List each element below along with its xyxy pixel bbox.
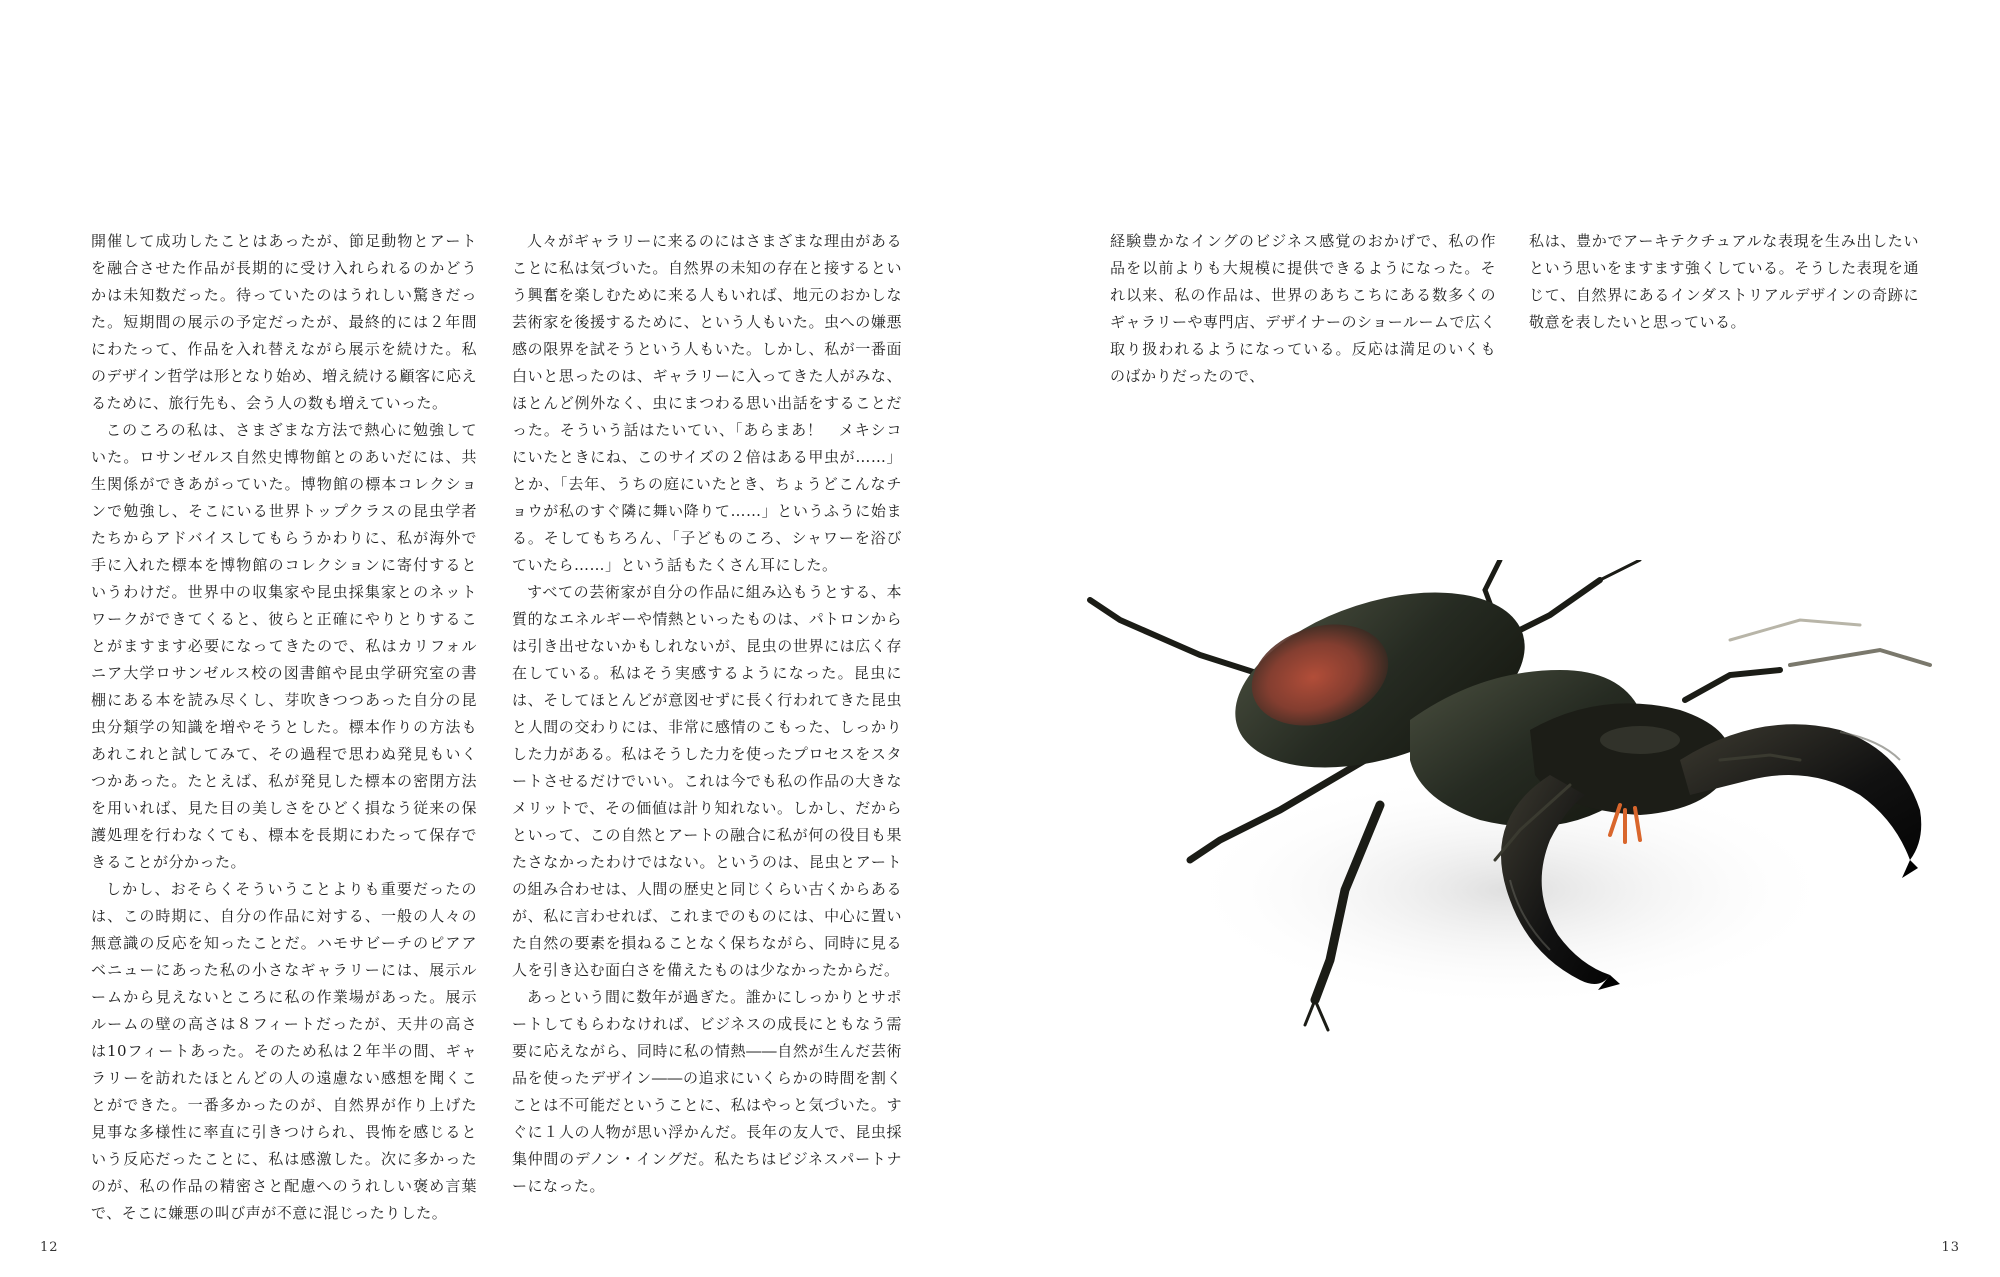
left-page-column-1 <box>91 228 477 1227</box>
page-number: 13 <box>1941 1240 1960 1255</box>
stag-beetle-photo <box>1080 560 1940 1120</box>
paragraph: 開催して成功したことはあったが、節足動物とアートを融合させた作品が長期的に受け入れられるのかどうかは未知数だった。待っていたのはうれしい驚きだった。短期間の展示の予定だったが、最終的には２年間にわたって、作品を入れ替えながら展示を続けた。私のデザイン哲学は形となり始め、増え続ける顧客に応えるために、旅行先も、会う人の数も増えていった。 <box>91 232 477 412</box>
paragraph: すべての芸術家が自分の作品に組み込もうとする、本質的なエネルギーや情熱といったものは、パトロンからは引き出せないかもしれないが、昆虫の世界には広く存在している。私はそう実感するようになった。昆虫には、そしてほとんどが意図せずに長く行われてきた昆虫と人間の交わりには、非常に感情のこもった、しっかりした力がある。私はそうした力を使ったプロセスをスタートさせるだけでいい。これは今でも私の作品の大きなメリットで、その価値は計り知れない。しかし、だからといって、この自然とアートの融合に私が何の役目も果たさなかったわけではない。というのは、昆虫とアートの組み合わせは、人間の歴史と同じくらい古くからあるが、私に言わせれば、これまでのものには、中心に置いた自然の要素を損ねることなく保ちながら、同時に見る人を引き込む面白さを備えたものは少なかったからだ。 <box>512 583 902 979</box>
paragraph: しかし、おそらくそういうことよりも重要だったのは、この時期に、自分の作品に対する、一般の人々の無意識の反応を知ったことだ。ハモサビーチのピアアベニューにあった私の小さなギャラリーには、展示ルームから見えないところに私の作業場があった。展示ルームの壁の高さは８フィートだったが、天井の高さは10フィートあった。そのため私は２年半の間、ギャラリーを訪れたほとんどの人の遠慮ない感想を聞くことができた。一番多かったのが、自然界が作り上げた見事な多様性に率直に引きつけられ、畏怖を感じるという反応だったことに、私は感激した。次に多かったのが、私の作品の精密さと配慮へのうれしい褒め言葉で、そこに嫌悪の叫び声が不意に混じったりした。 <box>91 880 477 1222</box>
right-page-column-1 <box>1110 228 1496 390</box>
paragraph: 人々がギャラリーに来るのにはさまざまな理由があることに私は気づいた。自然界の未知の存在と接するという興奮を楽しむために来る人もいれば、地元のおかしな芸術家を後援するために、という人もいた。虫への嫌悪感の限界を試そうという人もいた。しかし、私が一番面白いと思ったのは、ギャラリーに入ってきた人がみな、ほとんど例外なく、虫にまつわる思い出話をすることだった。そういう話はたいてい、「あらまあ！ メキシコにいたときにね、このサイズの２倍はある甲虫が……」とか、「去年、うちの庭にいたとき、ちょうどこんなチョウが私のすぐ隣に舞い降りて……」というふうに始まる。そしてもちろん、「子どものころ、シャワーを浴びていたら……」という話もたくさん耳にした。 <box>512 232 902 574</box>
paragraph: このころの私は、さまざまな方法で熱心に勉強していた。ロサンゼルス自然史博物館とのあいだには、共生関係ができあがっていた。博物館の標本コレクションで勉強し、そこにいる世界トップクラスの昆虫学者たちからアドバイスしてもらうかわりに、私が海外で手に入れた標本を博物館のコレクションに寄付するというわけだ。世界中の収集家や昆虫採集家とのネットワークができてくると、彼らと正確にやりとりすることがますます必要になってきたので、私はカリフォルニア大学ロサンゼルス校の図書館や昆虫学研究室の書棚にある本を読み尽くし、芽吹きつつあった自分の昆虫分類学の知識を増やそうとした。標本作りの方法もあれこれと試してみて、その過程で思わぬ発見もいくつかあった。たとえば、私が発見した標本の密閉方法を用いれば、見た目の美しさをひどく損なう従来の保護処理を行わなくても、標本を長期にわたって保存できることが分かった。 <box>91 421 477 871</box>
left-page-column-2 <box>512 228 902 1200</box>
page-number: 12 <box>40 1240 59 1255</box>
right-page-column-2 <box>1529 228 1919 336</box>
paragraph: 経験豊かなイングのビジネス感覚のおかげで、私の作品を以前よりも大規模に提供できるようになった。それ以来、私の作品は、世界のあちこちにある数多くのギャラリーや専門店、デザイナーのショールームで広く取り扱われるようになっている。反応は満足のいくものばかりだったので、 <box>1110 232 1496 385</box>
paragraph: あっという間に数年が過ぎた。誰かにしっかりとサポートしてもらわなければ、ビジネスの成長にともなう需要に応えながら、同時に私の情熱――自然が生んだ芸術品を使ったデザイン――の追求にいくらかの時間を割くことは不可能だということに、私はやっと気づいた。すぐに１人の人物が思い浮かんだ。長年の友人で、昆虫採集仲間のデノン・イングだ。私たちはビジネスパートナーになった。 <box>512 988 902 1195</box>
paragraph: 私は、豊かでアーキテクチュアルな表現を生み出したいという思いをますます強くしている。そうした表現を通じて、自然界にあるインダストリアルデザインの奇跡に敬意を表したいと思っている。 <box>1529 232 1919 331</box>
